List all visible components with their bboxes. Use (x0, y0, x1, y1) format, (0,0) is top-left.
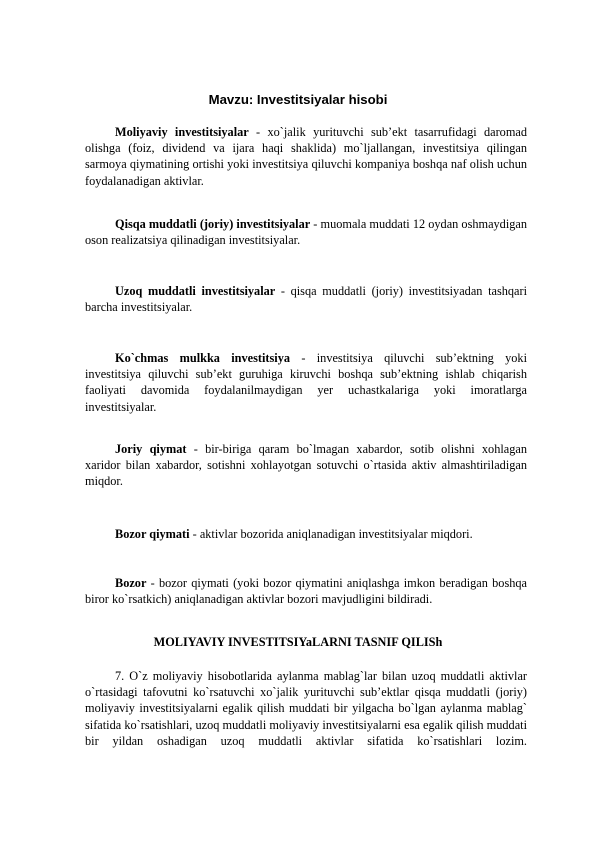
term: Bozor qiymati (115, 527, 190, 541)
definition: - qisqa muddatli (joriy) investitsiyadan tashqari barcha investitsiyalar. (85, 284, 527, 315)
definition: - bir-biriga qaram bo`lmagan xabardor, sotib olishni xohlagan xaridor bilan xabardor, sotishni xohlayotgan sotuvchi o`rtasida aktiv almashtiriladigan miqdor. (85, 442, 527, 489)
paragraph-joriy-qiymat (85, 441, 527, 490)
paragraph-qisqa-muddatli (85, 216, 527, 248)
definition: - xo`jalik yurituvchi sub’ekt tasarrufidagi daromad olishga (foiz, dividend va ijara haqi shaklida) mo`ljallangan, investitsiya qilingan sarmoya qiymatining ortishi yoki investitsiya qiluvchi kompaniya boshqa naf olish uchun foydalanadigan aktivlar. (85, 125, 527, 188)
term: Bozor (115, 576, 147, 590)
term: Uzoq muddatli investitsiyalar (115, 284, 276, 298)
paragraph-moliyaviy-investitsiyalar (85, 124, 527, 189)
paragraph-kochmas-mulk (85, 350, 527, 415)
definition: - investitsiya qiluvchi sub’ektning yoki investitsiya qiluvchi sub’ekt guruhiga kiruvchi boshqa sub’ektning ishlab chiqarish faoliyati davomida foydalanilmaydigan yer uchastkalariga yoki imoratlarga investitsiyalar. (85, 351, 527, 414)
term: Ko`chmas mulkka investitsiya (115, 351, 291, 365)
definition: - bozor qiymati (yoki bozor qiymatini aniqlashga imkon beradigan boshqa biror ko`rsatkich) aniqlanadigan aktivlar bozori mavjudligini bildiradi. (85, 576, 527, 607)
paragraph-bozor-qiymati (85, 526, 527, 542)
section-heading: MOLIYAVIY INVESTITSIYaLARNI TASNIF QILISh (153, 635, 443, 649)
paragraph-uzoq-muddatli (85, 283, 527, 315)
paragraph-bozor (85, 575, 527, 607)
page-title: Mavzu: Investitsiyalar hisobi (208, 92, 388, 107)
definition: - muomala muddati 12 oydan oshmaydigan oson realizatsiya qilinadigan investitsiyalar. (85, 217, 527, 248)
term: Joriy qiymat (115, 442, 187, 456)
term: Qisqa muddatli (joriy) investitsiyalar (115, 217, 311, 231)
term: Moliyaviy investitsiyalar (115, 125, 249, 139)
definition: - aktivlar bozorida aniqlanadigan investitsiyalar miqdori. (189, 527, 473, 541)
paragraph-closing: 7. O`z moliyaviy hisobotlarida aylanma mablag`lar bilan uzoq muddatli aktivlar o`rtasidagi tafovutni ko`rsatuvchi xo`jalik yurituvchi sub’ektlar qisqa muddatli (joriy) moliyaviy investitsiyalarni egalik qilish muddati bir yilgacha bo`lgan aylanma mablag` sifatida ko`rsatishlari, uzoq muddatli moliyaviy investitsiyalarni esa egalik qilish muddati bir yildan oshadigan uzoq muddatli aktivlar sifatida ko`rsatishlari lozim. (85, 669, 527, 748)
